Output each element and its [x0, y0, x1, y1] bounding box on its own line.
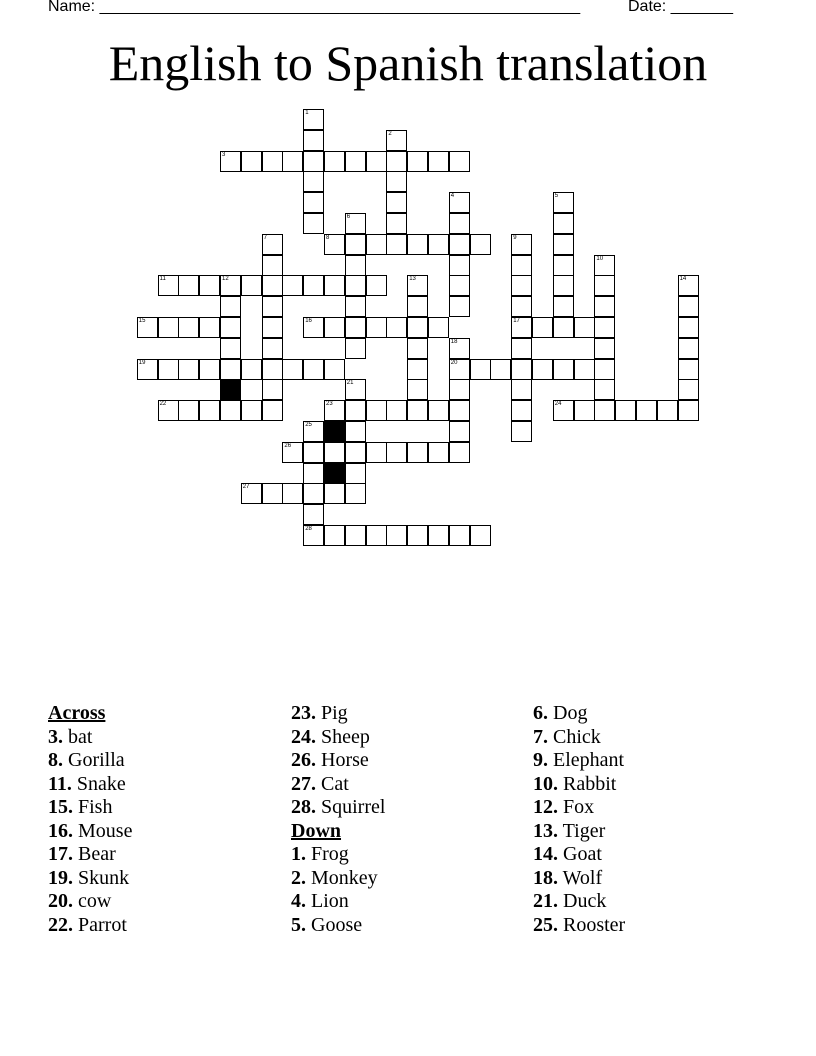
clue-across-11: 11. Snake — [48, 772, 126, 795]
grid-cell[interactable] — [324, 151, 345, 172]
clue-down-25: 25. Rooster — [533, 913, 626, 936]
clue-across-23: 23. Pig — [291, 702, 348, 724]
grid-cell-number: 8 — [326, 234, 330, 241]
grid-cell[interactable] — [324, 234, 345, 255]
grid-cell[interactable] — [345, 213, 366, 234]
page-title: English to Spanish translation — [108, 35, 708, 91]
grid-cell[interactable] — [345, 317, 366, 338]
grid-cell[interactable] — [386, 151, 407, 172]
grid-cell[interactable] — [407, 151, 428, 172]
grid-cell-number: 19 — [138, 359, 146, 366]
grid-cell[interactable] — [324, 483, 345, 504]
grid-cell[interactable] — [345, 151, 366, 172]
down-heading: Down — [291, 819, 342, 842]
grid-cell[interactable] — [303, 213, 324, 234]
grid-cell[interactable] — [262, 151, 283, 172]
grid-cell[interactable] — [303, 442, 324, 463]
grid-cell[interactable] — [449, 213, 470, 234]
grid-cell[interactable] — [178, 275, 199, 296]
grid-cell[interactable] — [449, 400, 470, 421]
grid-cell[interactable] — [449, 275, 470, 296]
grid-black-cell — [324, 463, 345, 484]
clue-down-21: 21. Duck — [533, 890, 607, 912]
grid-cell[interactable] — [470, 525, 491, 546]
clue-column-1 — [48, 702, 132, 937]
grid-cell[interactable] — [303, 421, 324, 442]
grid-cell[interactable] — [511, 359, 532, 380]
grid-cell-number: 25 — [305, 422, 312, 428]
grid-cell[interactable] — [262, 483, 283, 504]
grid-cell[interactable] — [594, 400, 615, 421]
grid-cell[interactable] — [553, 255, 574, 276]
grid-cell[interactable] — [678, 400, 699, 421]
grid-cell[interactable] — [386, 171, 407, 192]
grid-cell[interactable] — [449, 421, 470, 442]
grid-cell[interactable] — [282, 483, 303, 504]
grid-cell[interactable] — [553, 400, 574, 421]
grid-cell-number: 22 — [159, 401, 167, 408]
grid-cell[interactable] — [345, 463, 366, 484]
grid-cell[interactable] — [282, 442, 303, 463]
grid-cell[interactable] — [428, 525, 449, 546]
grid-cell[interactable] — [407, 379, 428, 400]
grid-cell[interactable] — [407, 296, 428, 317]
grid-cell[interactable] — [449, 192, 470, 213]
grid-cell[interactable] — [386, 400, 407, 421]
grid-cell[interactable] — [220, 151, 241, 172]
grid-cell[interactable] — [449, 255, 470, 276]
grid-cell[interactable] — [324, 317, 345, 338]
grid-cell[interactable] — [282, 151, 303, 172]
grid-cell[interactable] — [220, 275, 241, 296]
grid-cell[interactable] — [158, 400, 179, 421]
grid-cell[interactable] — [303, 504, 324, 525]
grid-cell[interactable] — [511, 338, 532, 359]
grid-cell[interactable] — [345, 525, 366, 546]
grid-cell-number: 1 — [305, 110, 309, 116]
grid-cell[interactable] — [449, 234, 470, 255]
clue-down-12: 12. Fox — [533, 796, 595, 818]
grid-cell[interactable] — [366, 317, 387, 338]
clue-down-2: 2. Monkey — [291, 866, 378, 889]
clue-across-3: 3. bat — [48, 725, 93, 748]
clue-across-8: 8. Gorilla — [48, 749, 125, 771]
grid-cell[interactable] — [262, 275, 283, 296]
grid-cell-number: 2 — [388, 130, 392, 137]
grid-cell[interactable] — [511, 275, 532, 296]
grid-cell-number: 28 — [305, 526, 312, 532]
grid-black-cell — [220, 379, 241, 400]
grid-cell[interactable] — [407, 400, 428, 421]
grid-cell[interactable] — [678, 296, 699, 317]
grid-cell[interactable] — [657, 400, 678, 421]
grid-cell[interactable] — [678, 359, 699, 380]
grid-cell[interactable] — [220, 296, 241, 317]
grid-cell[interactable] — [366, 442, 387, 463]
grid-cell[interactable] — [158, 359, 179, 380]
grid-cell[interactable] — [366, 234, 387, 255]
grid-cell[interactable] — [449, 359, 470, 380]
grid-cell[interactable] — [345, 234, 366, 255]
grid-cell[interactable] — [386, 317, 407, 338]
grid-cell[interactable] — [678, 379, 699, 400]
clue-column-2 — [291, 702, 385, 937]
clue-across-19: 19. Skunk — [48, 866, 130, 889]
grid-cell[interactable] — [449, 525, 470, 546]
grid-cell-number: 6 — [346, 214, 351, 220]
across-heading: Across — [48, 702, 106, 724]
grid-cell[interactable] — [324, 275, 345, 296]
grid-cell[interactable] — [303, 525, 324, 546]
clue-column-3 — [533, 702, 625, 937]
grid-cell[interactable] — [303, 463, 324, 484]
grid-cell[interactable] — [386, 234, 407, 255]
grid-cell[interactable] — [678, 275, 699, 296]
grid-cell[interactable] — [220, 317, 241, 338]
grid-cell[interactable] — [158, 275, 179, 296]
grid-cell[interactable] — [407, 359, 428, 380]
grid-cell[interactable] — [303, 275, 324, 296]
grid-cell[interactable] — [615, 400, 636, 421]
grid-cell[interactable] — [345, 296, 366, 317]
grid-cell-number: 21 — [346, 380, 354, 387]
grid-cell[interactable] — [303, 151, 324, 172]
grid-cell-number: 4 — [450, 193, 455, 200]
grid-cell[interactable] — [241, 359, 262, 380]
clue-across-20: 20. cow — [48, 890, 112, 912]
clue-down-6: 6. Dog — [533, 702, 588, 724]
grid-cell[interactable] — [158, 317, 179, 338]
grid-cell[interactable] — [553, 192, 574, 213]
grid-cell[interactable] — [553, 275, 574, 296]
grid-cell[interactable] — [262, 317, 283, 338]
grid-cell[interactable] — [490, 359, 511, 380]
grid-cell[interactable] — [262, 255, 283, 276]
grid-cell[interactable] — [594, 255, 615, 276]
grid-cell[interactable] — [386, 525, 407, 546]
clue-down-9: 9. Elephant — [533, 749, 625, 771]
grid-cell[interactable] — [428, 151, 449, 172]
grid-cell-number: 26 — [284, 442, 292, 449]
grid-cell[interactable] — [594, 317, 615, 338]
grid-cell[interactable] — [428, 442, 449, 463]
grid-cell-number: 15 — [138, 318, 146, 324]
grid-cell[interactable] — [303, 359, 324, 380]
grid-cell[interactable] — [345, 400, 366, 421]
grid-cell[interactable] — [511, 379, 532, 400]
grid-cell[interactable] — [241, 400, 262, 421]
grid-cell-number: 11 — [159, 276, 166, 283]
grid-cell-number: 3 — [222, 151, 226, 158]
clue-across-24: 24. Sheep — [291, 725, 370, 748]
grid-cell-number: 13 — [409, 276, 416, 283]
grid-cell[interactable] — [553, 317, 574, 338]
date-field-label: Date: _______ — [628, 0, 733, 15]
grid-cell[interactable] — [324, 359, 345, 380]
grid-cell[interactable] — [262, 338, 283, 359]
grid-cell[interactable] — [407, 525, 428, 546]
grid-cell[interactable] — [199, 359, 220, 380]
grid-cell[interactable] — [262, 234, 283, 255]
grid-cell[interactable] — [345, 483, 366, 504]
grid-cell[interactable] — [511, 234, 532, 255]
grid-cell[interactable] — [449, 442, 470, 463]
grid-cell[interactable] — [470, 359, 491, 380]
clue-down-10: 10. Rabbit — [533, 772, 617, 795]
grid-cell[interactable] — [553, 234, 574, 255]
grid-cell[interactable] — [553, 296, 574, 317]
grid-cell[interactable] — [303, 109, 324, 130]
clue-down-7: 7. Chick — [533, 725, 601, 748]
grid-cell[interactable] — [678, 338, 699, 359]
grid-cell[interactable] — [366, 400, 387, 421]
clue-down-14: 14. Goat — [533, 843, 602, 865]
clue-across-16: 16. Mouse — [48, 819, 133, 842]
grid-cell-number: 20 — [450, 359, 458, 366]
grid-cell-number: 23 — [326, 401, 333, 408]
clue-across-28: 28. Squirrel — [291, 796, 386, 818]
clue-across-17: 17. Bear — [48, 843, 116, 865]
grid-cell[interactable] — [282, 275, 303, 296]
grid-cell[interactable] — [220, 359, 241, 380]
grid-cell[interactable] — [511, 421, 532, 442]
clue-across-15: 15. Fish — [48, 796, 113, 818]
grid-cell[interactable] — [553, 213, 574, 234]
grid-cell-number: 10 — [596, 255, 604, 262]
grid-cell-number: 16 — [305, 318, 312, 324]
grid-cell[interactable] — [199, 317, 220, 338]
grid-cell[interactable] — [407, 275, 428, 296]
grid-cell[interactable] — [262, 379, 283, 400]
grid-cell[interactable] — [511, 296, 532, 317]
grid-cell[interactable] — [594, 338, 615, 359]
grid-cell[interactable] — [282, 359, 303, 380]
grid-cell[interactable] — [574, 359, 595, 380]
grid-cell[interactable] — [511, 400, 532, 421]
clue-down-5: 5. Goose — [291, 913, 363, 936]
grid-cell[interactable] — [511, 255, 532, 276]
grid-cell[interactable] — [303, 483, 324, 504]
grid-cell[interactable] — [366, 275, 387, 296]
grid-cell[interactable] — [241, 275, 262, 296]
clue-down-18: 18. Wolf — [533, 866, 603, 889]
grid-cell[interactable] — [366, 151, 387, 172]
grid-cell[interactable] — [220, 400, 241, 421]
grid-cell[interactable] — [199, 275, 220, 296]
grid-cell[interactable] — [324, 442, 345, 463]
grid-cell[interactable] — [553, 359, 574, 380]
grid-cell[interactable] — [594, 359, 615, 380]
grid-cell[interactable] — [470, 234, 491, 255]
clue-across-27: 27. Cat — [291, 772, 349, 795]
grid-cell[interactable] — [532, 359, 553, 380]
grid-cell[interactable] — [449, 338, 470, 359]
grid-cell[interactable] — [428, 234, 449, 255]
grid-cell[interactable] — [428, 317, 449, 338]
grid-cell[interactable] — [386, 130, 407, 151]
name-field-label: Name: ______________________________________________________ — [48, 0, 581, 15]
grid-cell[interactable] — [386, 442, 407, 463]
grid-cell[interactable] — [678, 317, 699, 338]
grid-cell[interactable] — [511, 317, 532, 338]
grid-cell[interactable] — [324, 525, 345, 546]
grid-cell[interactable] — [594, 296, 615, 317]
clue-down-13: 13. Tiger — [533, 819, 606, 842]
grid-cell[interactable] — [345, 421, 366, 442]
grid-cell[interactable] — [262, 359, 283, 380]
grid-cell[interactable] — [345, 338, 366, 359]
grid-cell[interactable] — [449, 379, 470, 400]
grid-cell[interactable] — [137, 317, 158, 338]
grid-cell[interactable] — [262, 296, 283, 317]
clue-across-22: 22. Parrot — [48, 913, 127, 936]
clue-down-1: 1. Frog — [291, 843, 349, 865]
grid-cell[interactable] — [407, 317, 428, 338]
grid-cell[interactable] — [386, 213, 407, 234]
grid-cell[interactable] — [449, 296, 470, 317]
grid-cell[interactable] — [303, 130, 324, 151]
grid-cell[interactable] — [366, 525, 387, 546]
grid-cell[interactable] — [594, 379, 615, 400]
grid-cell-number: 7 — [263, 234, 267, 241]
grid-cell[interactable] — [241, 151, 262, 172]
grid-cell-number: 24 — [554, 401, 562, 408]
grid-cell[interactable] — [220, 338, 241, 359]
grid-cell[interactable] — [345, 379, 366, 400]
grid-cell[interactable] — [303, 317, 324, 338]
grid-cell[interactable] — [532, 317, 553, 338]
grid-cell[interactable] — [262, 400, 283, 421]
clue-across-26: 26. Horse — [291, 749, 369, 771]
clue-down-4: 4. Lion — [291, 890, 349, 912]
grid-cell[interactable] — [199, 400, 220, 421]
grid-cell-number: 12 — [222, 276, 229, 283]
grid-cell[interactable] — [386, 192, 407, 213]
grid-cell[interactable] — [178, 400, 199, 421]
grid-cell[interactable] — [178, 359, 199, 380]
grid-cell[interactable] — [428, 400, 449, 421]
grid-cell[interactable] — [574, 317, 595, 338]
grid-cell-number: 18 — [450, 338, 458, 345]
grid-cell[interactable] — [241, 483, 262, 504]
grid-cell[interactable] — [345, 255, 366, 276]
grid-cell[interactable] — [449, 151, 470, 172]
grid-cell[interactable] — [407, 234, 428, 255]
grid-cell[interactable] — [303, 192, 324, 213]
grid-cell[interactable] — [407, 338, 428, 359]
grid-cell[interactable] — [636, 400, 657, 421]
grid-cell-number: 9 — [513, 234, 517, 241]
grid-cell[interactable] — [345, 275, 366, 296]
grid-cell[interactable] — [407, 442, 428, 463]
grid-cell[interactable] — [137, 359, 158, 380]
grid-cell[interactable] — [345, 442, 366, 463]
grid-cell[interactable] — [178, 317, 199, 338]
grid-black-cell — [324, 421, 345, 442]
grid-cell[interactable] — [574, 400, 595, 421]
grid-cell[interactable] — [594, 275, 615, 296]
grid-cell-number: 27 — [242, 484, 250, 491]
grid-cell-number: 5 — [554, 193, 559, 200]
grid-cell-number: 17 — [513, 318, 520, 324]
grid-cell[interactable] — [303, 171, 324, 192]
grid-cell[interactable] — [324, 400, 345, 421]
grid-cell-number: 14 — [679, 276, 687, 283]
